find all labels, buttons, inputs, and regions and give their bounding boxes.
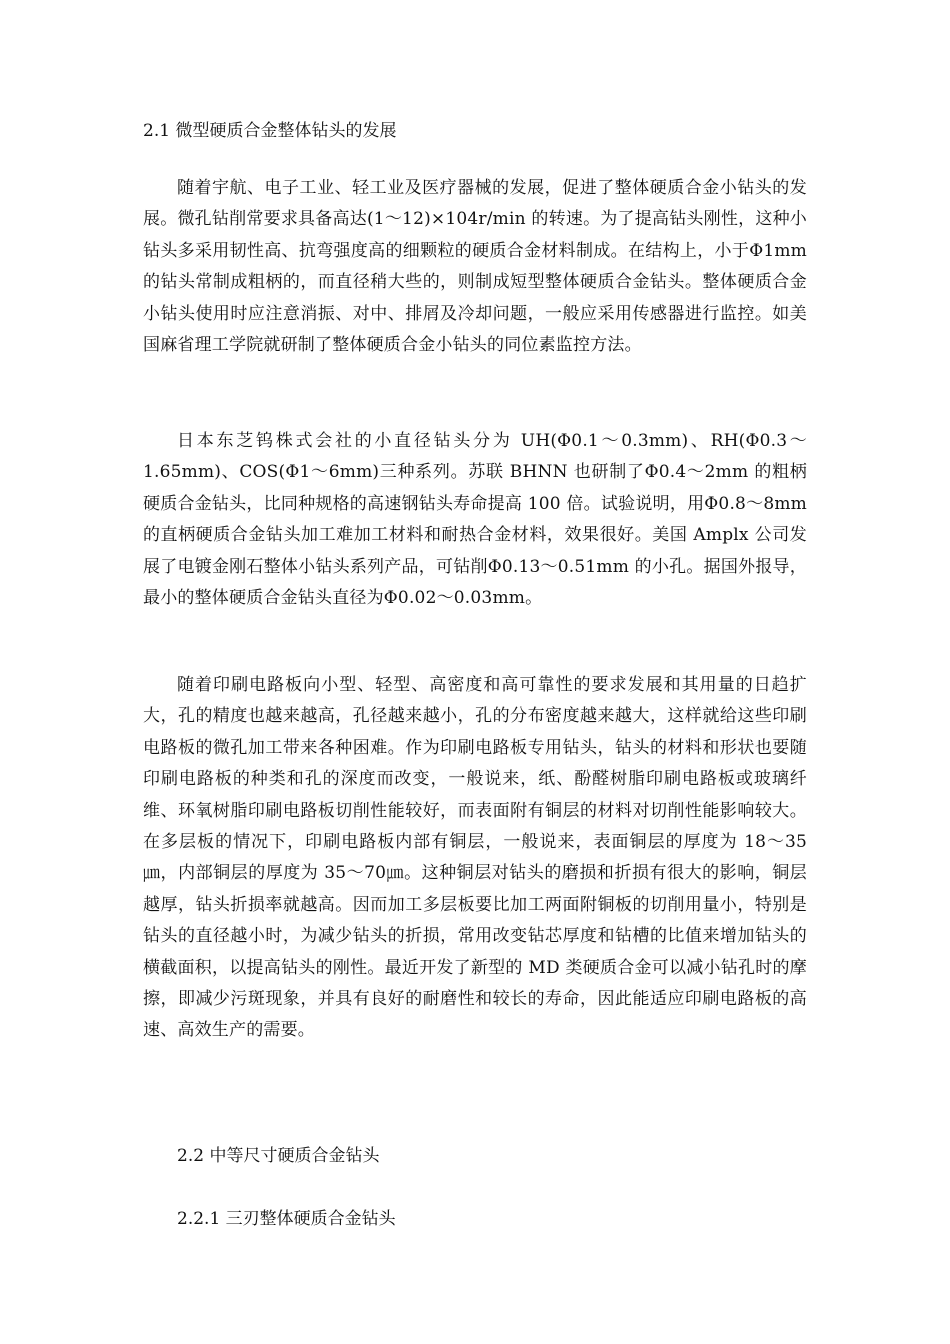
paragraph-micro-drill-development: 随着宇航、电子工业、轻工业及医疗器械的发展，促进了整体硬质合金小钻头的发展。微孔钻削常要求具备高达(1～12)×104r/min 的转速。为了提高钻头刚性，这种小钻头多采用韧性高、抗弯强度高的细颗粒的硬质合金材料制成。在结构上，小于Φ1mm 的钻头常制成粗柄的，而直径稍大些的，则制成短型整体硬质合金钻头。整体硬质合金小钻头使用时应注意消振、对中、排屑及冷却问题，一般应采用传感器进行监控。如美国麻省理工学院就研制了整体硬质合金小钻头的同位素监控方法。 <box>143 178 807 356</box>
paragraph-japan-toshiba-drills: 日本东芝钨株式会社的小直径钻头分为 UH(Φ0.1～0.3mm)、RH(Φ0.3～1.65mm)、COS(Φ1～6mm)三种系列。苏联 BHNN 也研制了Φ0.4～2mm 的粗柄硬质合金钻头，比同种规格的高速钢钻头寿命提高 100 倍。试验说明，用Φ0.8～8mm 的直柄硬质合金钻头加工难加工材料和耐热合金材料，效果很好。美国 Amplx 公司发展了电镀金刚石整体小钻头系列产品，可钻削Φ0.13～0.51mm 的小孔。据国外报导，最小的整体硬质合金钻头直径为Φ0.02～0.03mm。 <box>143 431 807 609</box>
section-heading-2-2-1: 2.2.1 三刃整体硬质合金钻头 <box>177 1209 396 1229</box>
section-heading-2-2: 2.2 中等尺寸硬质合金钻头 <box>177 1146 380 1166</box>
paragraph-pcb-drills: 随着印刷电路板向小型、轻型、高密度和高可靠性的要求发展和其用量的日趋扩大，孔的精度也越来越高，孔径越来越小，孔的分布密度越来越大，这样就给这些印刷电路板的微孔加工带来各种困难。作为印刷电路板专用钻头，钻头的材料和形状也要随印刷电路板的种类和孔的深度而改变，一般说来，纸、酚醛树脂印刷电路板或玻璃纤维、环氧树脂印刷电路板切削性能较好，而表面附有铜层的材料对切削性能影响较大。在多层板的情况下，印刷电路板内部有铜层，一般说来，表面铜层的厚度为 18～35㎛，内部铜层的厚度为 35～70㎛。这种铜层对钻头的磨损和折损有很大的影响，铜层越厚，钻头折损率就越高。因而加工多层板要比加工两面附铜板的切削用量小，特别是钻头的直径越小时，为减少钻头的折损，常用改变钻芯厚度和钻槽的比值来增加钻头的横截面积，以提高钻头的刚性。最近开发了新型的 MD 类硬质合金可以减小钻孔时的摩擦，即减少污斑现象，并具有良好的耐磨性和较长的寿命，因此能适应印刷电路板的高速、高效生产的需要。 <box>143 675 807 1041</box>
section-heading-2-1: 2.1 微型硬质合金整体钻头的发展 <box>143 121 397 141</box>
